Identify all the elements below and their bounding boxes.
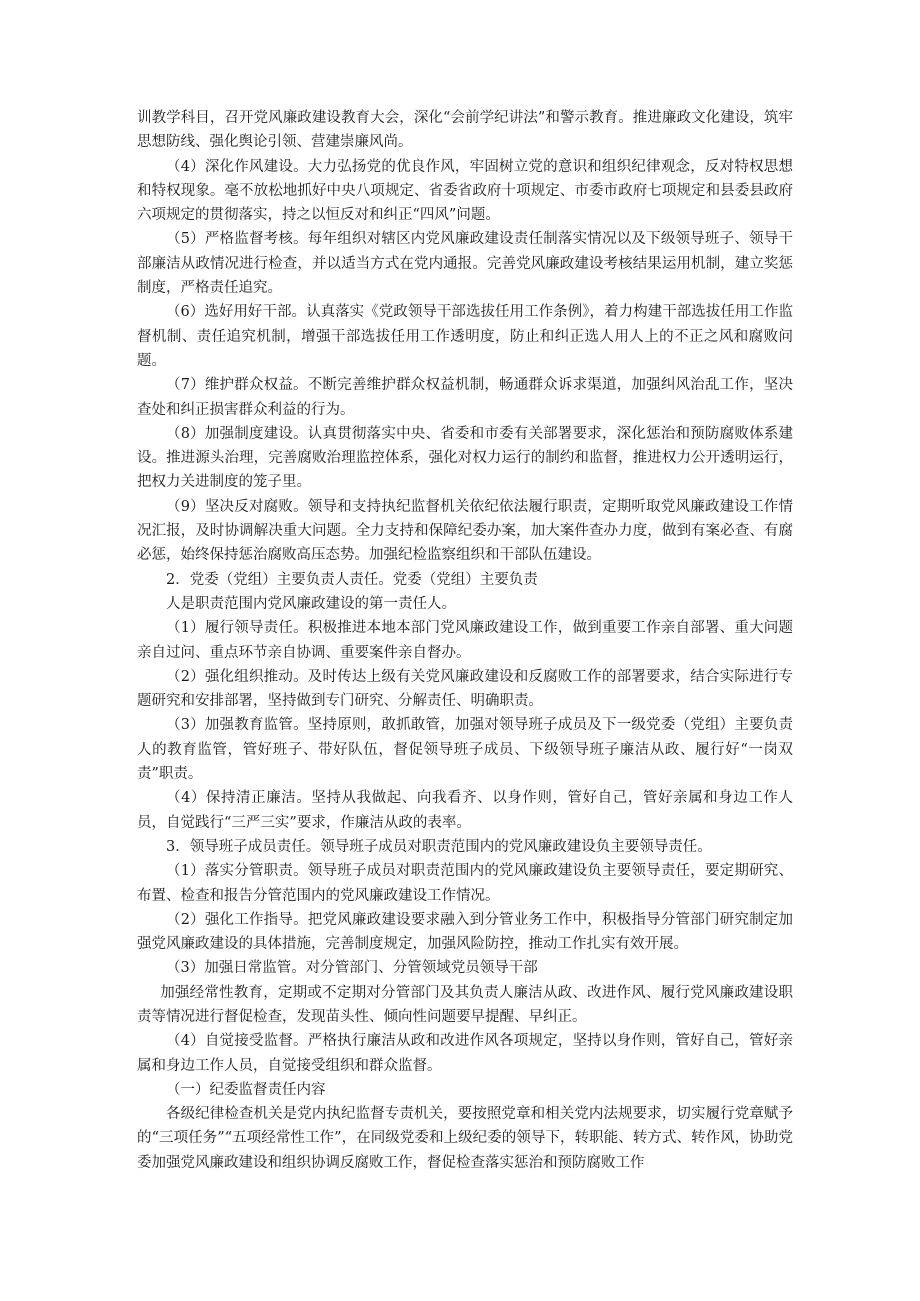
paragraph-1: 训教学科目，召开党风廉政建设教育大会，深化“会前学纪讲法”和警示教育。推进廉政文化建设，筑牢思想防线、强化舆论引领、营建崇廉风尚。 xyxy=(137,110,793,151)
paragraph-7: （9）坚决反对腐败。领导和支持执纪监督机关依纪依法履行职责，定期听取党风廉政建设工作情况汇报，及时协调解决重大问题。全力支持和保障纪委办案，加大案件查办力度，做到有案必查、有腐必惩，始终保持惩治腐败高压态势。加强纪检监察组织和干部队伍建设。 xyxy=(137,498,793,564)
paragraph-13: （4）保持清正廉洁。坚持从我做起、向我看齐、以身作则，管好自己，管好亲属和身边工作人员，自觉践行“三严三实”要求，作廉洁从政的表率。 xyxy=(137,790,793,831)
paragraph-2: （4）深化作风建设。大力弘扬党的优良作风，牢固树立党的意识和组织纪律观念，反对特权思想和特权现象。毫不放松地抓好中央八项规定、省委省政府十项规定、市委市政府七项规定和县委县政府六项规定的贯彻落实，持之以恒反对和纠正“四风”问题。 xyxy=(137,158,793,224)
paragraph-10: （1）履行领导责任。积极推进本地本部门党风廉政建设工作，做到重要工作亲自部署、重大问题亲自过问、重点环节亲自协调、重要案件亲自督办。 xyxy=(137,620,793,661)
paragraph-3: （5）严格监督考核。每年组织对辖区内党风廉政建设责任制落实情况以及下级领导班子、领导干部廉洁从政情况进行检查，并以适当方式在党内通报。完善党风廉政建设考核结果运用机制，建立奖惩制度，严格责任追究。 xyxy=(137,231,793,297)
paragraph-12: （3）加强教育监管。坚持原则，敢抓敢管，加强对领导班子成员及下一级党委（党组）主要负责人的教育监管，管好班子、带好队伍，督促领导班子成员、下级领导班子廉洁从政、履行好“一岗双责”职责。 xyxy=(137,717,793,783)
section-heading-2: 2．党委（党组）主要负责人责任。党委（党组）主要负责 xyxy=(166,571,538,588)
paragraph-16: （2）强化工作指导。把党风廉政建设要求融入到分管业务工作中，积极指导分管部门研究制定加强党风廉政建设的具体措施，完善制度规定，加强风险防控，推动工作扎实有效开展。 xyxy=(137,911,793,953)
paragraph-11: （2）强化组织推动。及时传达上级有关党风廉政建设和反腐败工作的部署要求，结合实际进行专题研究和安排部署，坚持做到专门研究、分解责任、明确职责。 xyxy=(137,668,793,710)
paragraph-5: （7）维护群众权益。不断完善维护群众权益机制，畅通群众诉求渠道，加强纠风治乱工作，坚决查处和纠正损害群众利益的行为。 xyxy=(137,377,793,418)
paragraph-9: 人是职责范围内党风廉政建设的第一责任人。 xyxy=(166,595,456,612)
paragraph-4: （6）选好用好干部。认真落实《党政领导干部选拔任用工作条例》，着力构建干部选拔任用工作监督机制、责任追究机制，增强干部选拔任用工作透明度，防止和纠正选人用人上的不正之风和腐败问题。 xyxy=(137,304,793,369)
paragraph-21: 各级纪律检查机关是党内执纪监督专责机关，要按照党章和相关党内法规要求，切实履行党章赋予的“三项任务”“五项经常性工作”，在同级党委和上级纪委的领导下，转职能、转方式、转作风，协助党委加强党风廉政建设和组织协调反腐败工作，督促检查落实惩治和预防腐败工作 xyxy=(137,1106,793,1171)
paragraph-18: 加强经常性教育，定期或不定期对分管部门及其负责人廉洁从政、改进作风、履行党风廉政建设职责等情况进行督促检查，发现苗头性、倾向性问题要早提醒、早纠正。 xyxy=(137,984,793,1025)
paragraph-17: （3）加强日常监管。对分管部门、分管领域党员领导干部 xyxy=(166,960,538,977)
paragraph-19: （4）自觉接受监督。严格执行廉洁从政和改进作风各项规定，坚持以身作则，管好自己，管好亲属和身边工作人员，自觉接受组织和群众监督。 xyxy=(137,1033,793,1074)
paragraph-6: （8）加强制度建设。认真贯彻落实中央、省委和市委有关部署要求，深化惩治和预防腐败体系建设。推进源头治理，完善腐败治理监控体系，强化对权力运行的制约和监督，推进权力公开透明运行，把权力关进制度的笼子里。 xyxy=(137,425,793,491)
section-heading-3: 3．领导班子成员责任。领导班子成员对职责范围内的党风廉政建设负主要领导责任。 xyxy=(166,838,712,855)
paragraph-15: （1）落实分管职责。领导班子成员对职责范围内的党风廉政建设负主要领导责任，要定期研究、布置、检查和报告分管范围内的党风廉政建设工作情况。 xyxy=(137,863,793,904)
document-page xyxy=(137,106,793,1175)
section-heading-discipline: （一）纪委监督责任内容 xyxy=(166,1081,326,1098)
